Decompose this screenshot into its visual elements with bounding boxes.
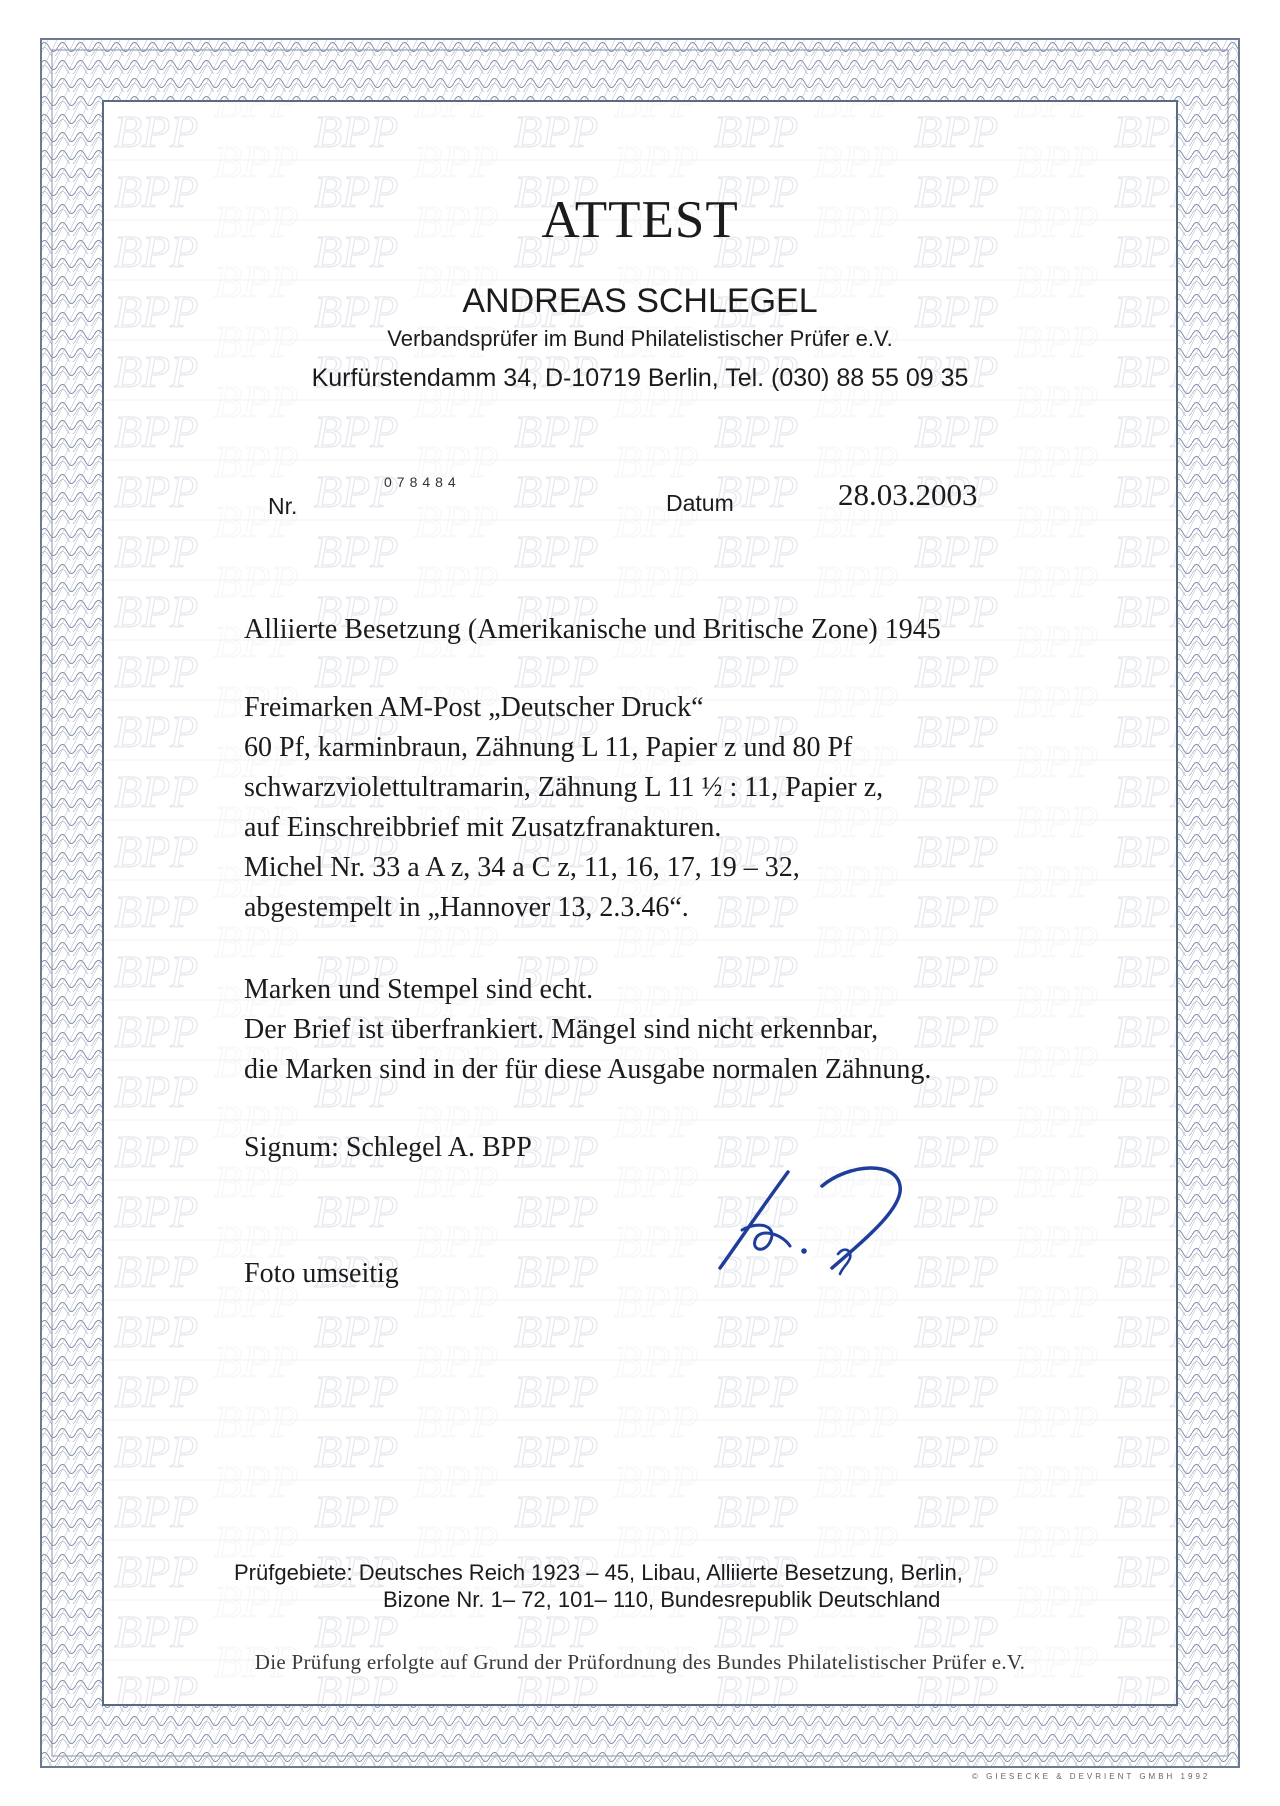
pruefgebiete-line-2: Bizone Nr. 1– 72, 101– 110, Bundesrepublik Deutschland — [383, 1587, 941, 1612]
printer-imprint: © GIESECKE & DEVRIENT GMBH 1992 — [972, 1772, 1211, 1781]
description-line: auf Einschreibbrief mit Zusatzfranakturen. — [244, 812, 722, 843]
verdict-line: die Marken sind in der für diese Ausgabe normalen Zähnung. — [244, 1054, 932, 1085]
signum-line: Signum: Schlegel A. BPP — [244, 1132, 532, 1163]
datum-value: 28.03.2003 — [838, 477, 978, 512]
examiner-name: ANDREAS SCHLEGEL — [462, 282, 818, 320]
nr-label: Nr. — [268, 493, 298, 519]
nr-value: 078484 — [384, 474, 461, 490]
handwritten-signature — [700, 1150, 940, 1290]
description-line: Michel Nr. 33 a A z, 34 a C z, 11, 16, 17, 19 – 32, — [244, 852, 800, 883]
verdict-line: Der Brief ist überfrankiert. Mängel sind nicht erkennbar, — [244, 1014, 879, 1045]
description-line: Freimarken AM-Post „Deutscher Druck“ — [244, 692, 704, 723]
description-line: 60 Pf, karminbraun, Zähnung L 11, Papier z und 80 Pf — [244, 732, 853, 763]
certificate-title: ATTEST — [541, 191, 739, 249]
description-line: schwarzviolettultramarin, Zähnung L 11 ½ : 11, Papier z, — [244, 772, 884, 803]
body-heading: Alliierte Besetzung (Amerikanische und Britische Zone) 1945 — [244, 614, 941, 645]
verdict-line: Marken und Stempel sind echt. — [244, 974, 594, 1005]
foto-note: Foto umseitig — [244, 1258, 399, 1289]
pruefung-note: Die Prüfung erfolgte auf Grund der Prüfordnung des Bundes Philatelistischer Prüfer e.V. — [254, 1650, 1026, 1674]
datum-label: Datum — [666, 490, 734, 516]
description-line: abgestempelt in „Hannover 13, 2.3.46“. — [244, 892, 689, 923]
pruefgebiete-line-1: Prüfgebiete: Deutsches Reich 1923 – 45, Libau, Alliierte Besetzung, Berlin, — [234, 1560, 963, 1585]
examiner-address: Kurfürstendamm 34, D-10719 Berlin, Tel. (030) 88 55 09 35 — [311, 364, 969, 392]
examiner-role: Verbandsprüfer im Bund Philatelistischer Prüfer e.V. — [387, 326, 893, 351]
